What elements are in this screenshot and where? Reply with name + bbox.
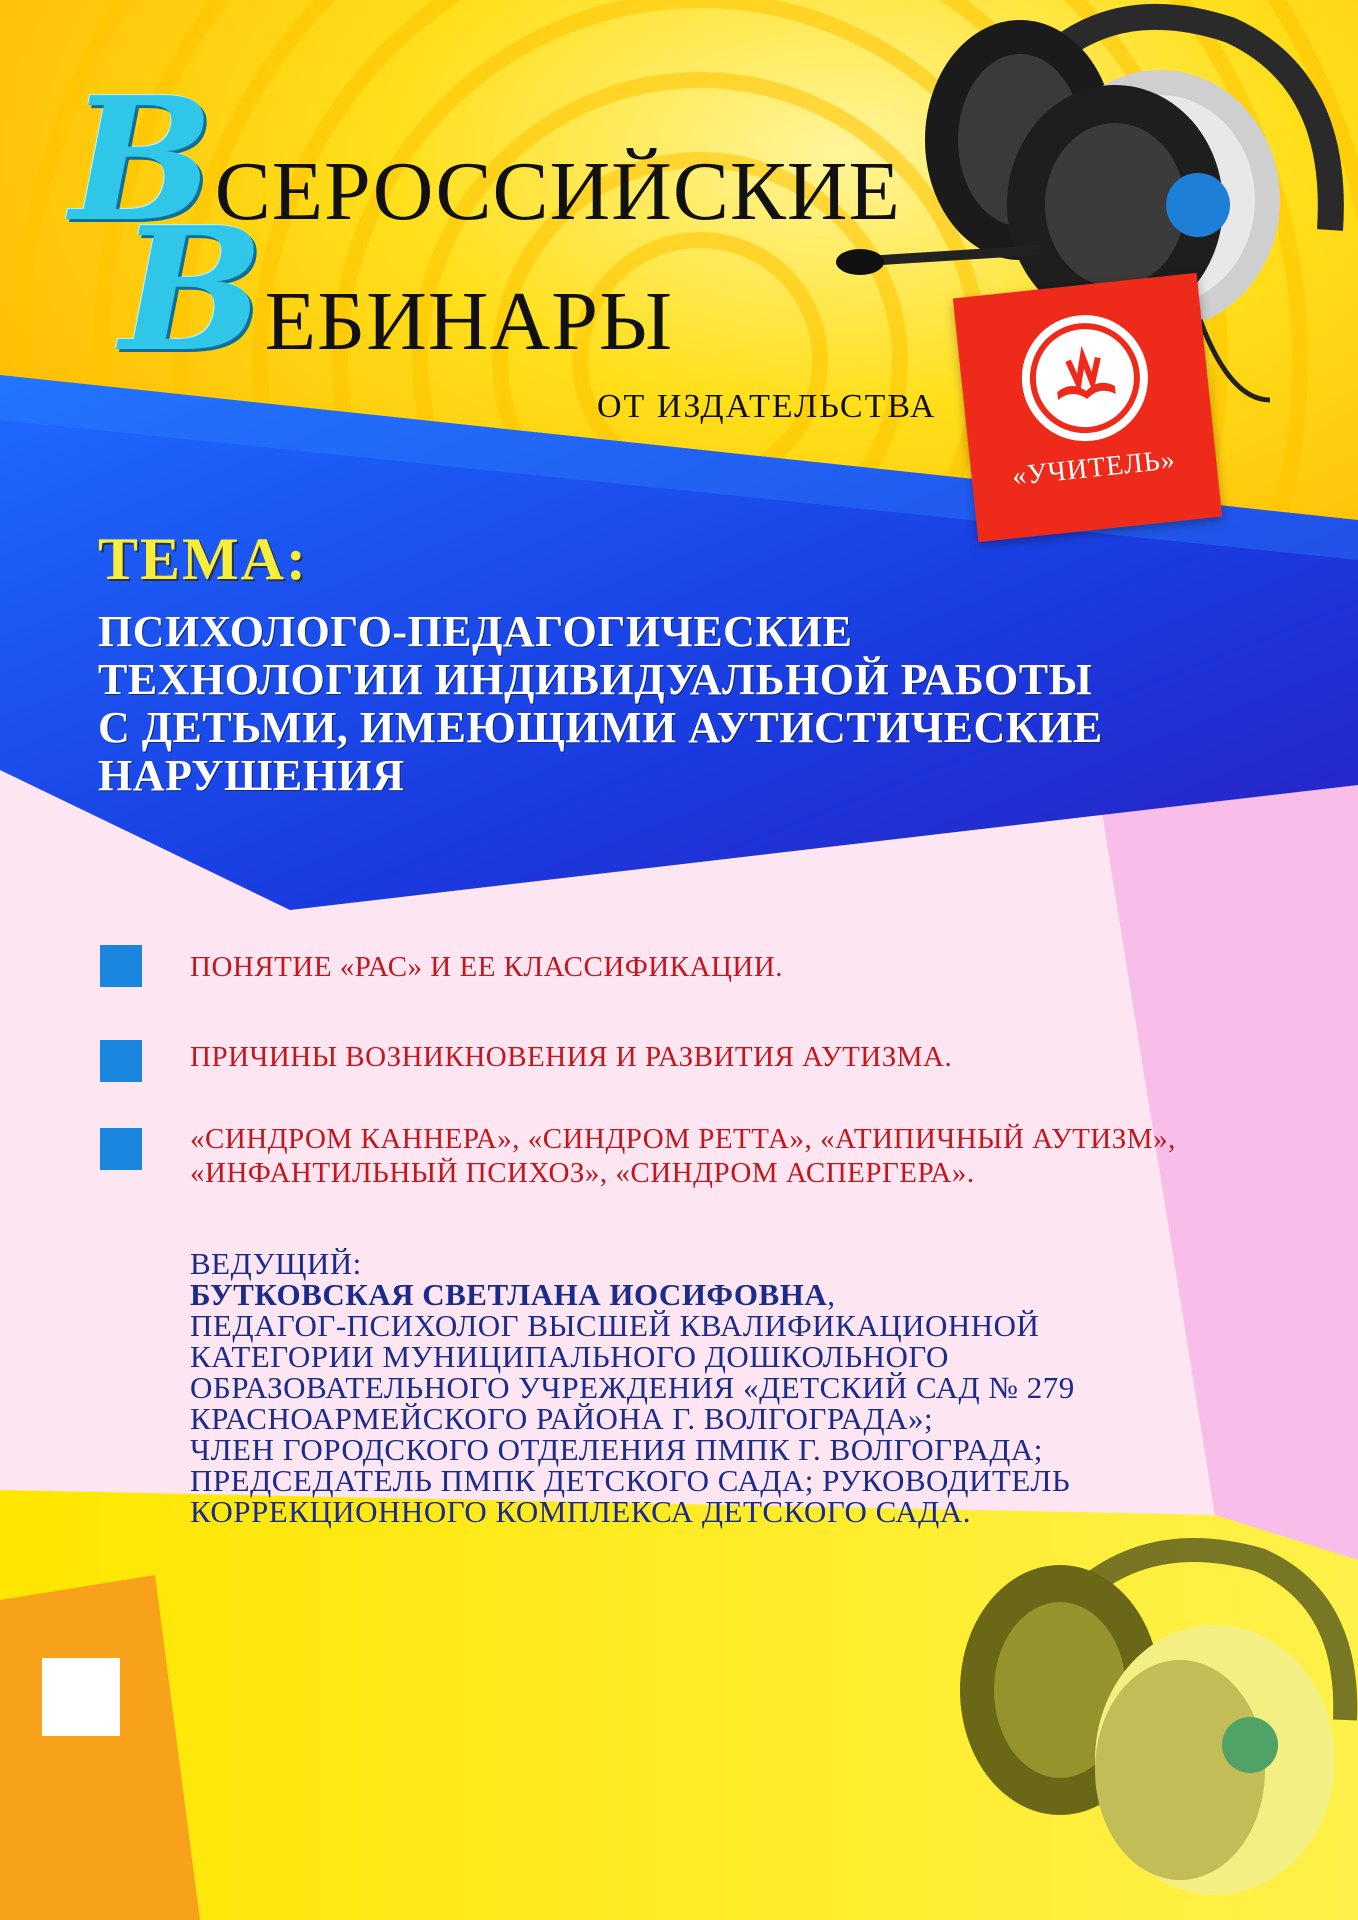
decor-white-square xyxy=(42,1658,120,1736)
publisher-logo-text: «УЧИТЕЛЬ» xyxy=(1010,444,1178,493)
title-initial-2: В xyxy=(120,190,265,390)
host-name: БУТКОВСКАЯ СВЕТЛАНА ИОСИФОВНА xyxy=(190,1277,828,1312)
title-initial-1: В xyxy=(70,60,215,260)
publisher-logo xyxy=(953,273,1222,542)
host-detail-line: КРАСНОАРМЕЙСКОГО РАЙОНА Г. ВОЛГОГРАДА»; xyxy=(190,1401,934,1436)
agenda-item xyxy=(190,1122,1250,1190)
agenda-item-line: «СИНДРОМ КАННЕРА», «СИНДРОМ РЕТТА», «АТИПИЧНЫЙ АУТИЗМ», xyxy=(190,1123,1176,1155)
agenda-item xyxy=(190,1040,1250,1074)
host-name-suffix: , xyxy=(827,1277,836,1312)
agenda-item xyxy=(190,950,1250,984)
host-info xyxy=(190,1248,1290,1527)
agenda-item-line: ПРИЧИНЫ ВОЗНИКНОВЕНИЯ И РАЗВИТИЯ АУТИЗМА. xyxy=(190,1041,953,1073)
title-word-2: ЕБИНАРЫ xyxy=(264,275,674,368)
topic-label: ТЕМА: xyxy=(98,526,308,592)
bullet-square-icon xyxy=(100,945,142,987)
publisher-line: ОТ ИЗДАТЕЛЬСТВА xyxy=(597,388,937,425)
site-title-line2 xyxy=(120,190,673,390)
book-emblem-icon xyxy=(1016,309,1154,447)
host-detail-line: ПРЕДСЕДАТЕЛЬ ПМПК ДЕТСКОГО САДА; РУКОВОДИТЕЛЬ xyxy=(190,1463,1071,1498)
host-name-line xyxy=(190,1279,1290,1310)
host-detail-line: КАТЕГОРИИ МУНИЦИПАЛЬНОГО ДОШКОЛЬНОГО xyxy=(190,1339,949,1374)
host-detail-line: ПЕДАГОГ-ПСИХОЛОГ ВЫСШЕЙ КВАЛИФИКАЦИОННОЙ xyxy=(190,1308,1040,1343)
host-label: ВЕДУЩИЙ: xyxy=(190,1246,362,1281)
topic-line: НАРУШЕНИЯ xyxy=(98,751,405,800)
host-detail-line: ОБРАЗОВАТЕЛЬНОГО УЧРЕЖДЕНИЯ «ДЕТСКИЙ САД № 279 xyxy=(190,1370,1075,1405)
topic-line: ПСИХОЛОГО-ПЕДАГОГИЧЕСКИЕ xyxy=(98,607,853,656)
topic-line: ТЕХНОЛОГИИ ИНДИВИДУАЛЬНОЙ РАБОТЫ xyxy=(98,655,1093,704)
host-detail-line: ЧЛЕН ГОРОДСКОГО ОТДЕЛЕНИЯ ПМПК Г. ВОЛГОГРАДА; xyxy=(190,1432,1043,1467)
agenda-item-line: «ИНФАНТИЛЬНЫЙ ПСИХОЗ», «СИНДРОМ АСПЕРГЕРА». xyxy=(190,1157,975,1189)
agenda-item-line: ПОНЯТИЕ «РАС» И ЕЕ КЛАССИФИКАЦИИ. xyxy=(190,951,784,983)
bullet-square-icon xyxy=(100,1040,142,1082)
host-detail-line: КОРРЕКЦИОННОГО КОМПЛЕКСА ДЕТСКОГО САДА. xyxy=(190,1494,971,1529)
bullet-square-icon xyxy=(100,1128,142,1170)
topic-line: С ДЕТЬМИ, ИМЕЮЩИМИ АУТИСТИЧЕСКИЕ xyxy=(98,703,1103,752)
title-word-1: СЕРОССИЙСКИЕ xyxy=(214,145,901,238)
topic-title xyxy=(98,608,1248,800)
